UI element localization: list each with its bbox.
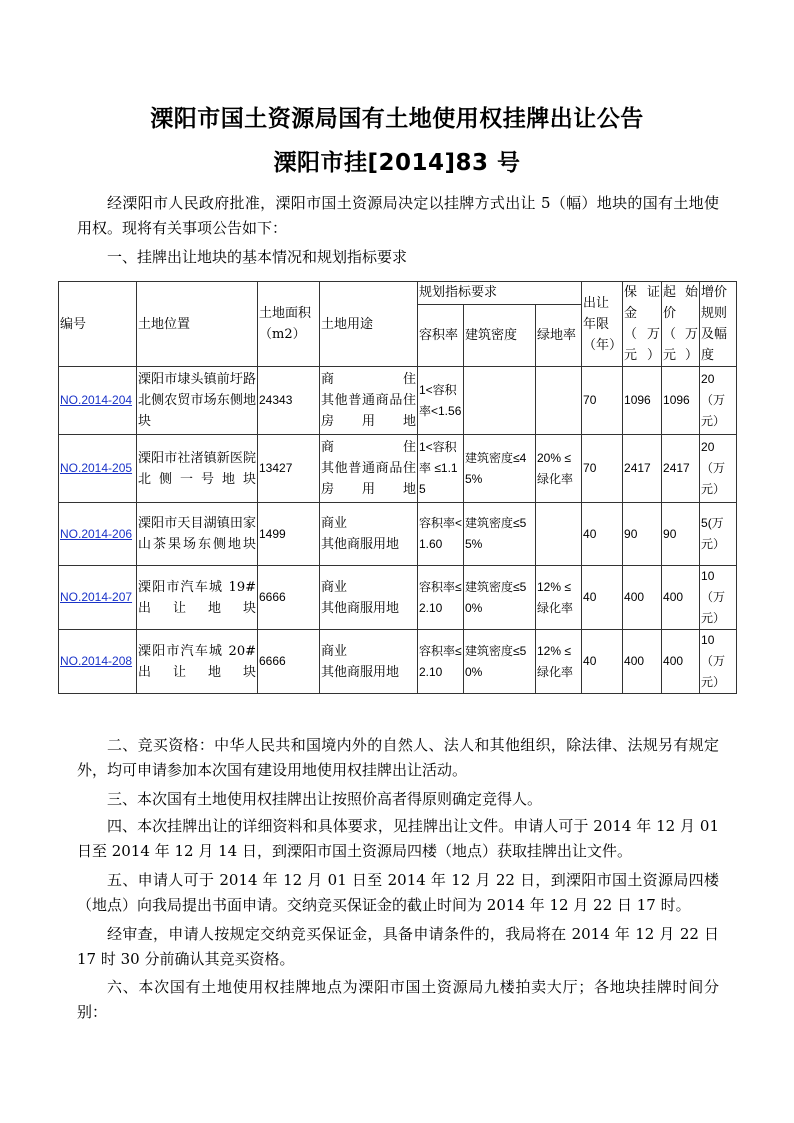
parcel-area: 1499 <box>258 503 320 566</box>
parcel-term: 70 <box>582 367 623 435</box>
parcel-increment: 10（万元） <box>700 566 737 630</box>
parcel-term: 70 <box>582 435 623 503</box>
parcel-green <box>536 367 582 435</box>
header-location: 土地位置 <box>137 282 258 367</box>
parcel-start-price: 90 <box>662 503 700 566</box>
parcel-use: 商业 其他商服用地 <box>320 630 418 694</box>
header-deposit: 保证金（万元） <box>623 282 662 367</box>
parcel-green: 12% ≤绿化率 <box>536 630 582 694</box>
parcel-code-link[interactable]: NO.2014-204 <box>60 393 133 407</box>
header-plan: 规划指标要求 <box>418 282 582 305</box>
parcel-location: 溧阳市社渚镇新医院北侧一号地块 <box>137 435 258 503</box>
parcel-location: 溧阳市埭头镇前圩路北侧农贸市场东侧地块 <box>137 367 258 435</box>
parcel-area: 24343 <box>258 367 320 435</box>
parcel-code-link[interactable]: NO.2014-206 <box>60 526 133 541</box>
parcel-density: 建筑密度≤50% <box>464 630 536 694</box>
parcel-area: 13427 <box>258 435 320 503</box>
parcel-deposit: 2417 <box>623 435 662 503</box>
table-row <box>59 503 737 566</box>
header-code: 编号 <box>59 282 137 367</box>
parcel-area: 6666 <box>258 566 320 630</box>
land-parcel-table <box>58 281 737 694</box>
parcel-code-link[interactable]: NO.2014-207 <box>60 590 133 604</box>
parcel-far: 1<容积率<1.56 <box>418 367 464 435</box>
parcel-increment: 20（万元） <box>700 435 737 503</box>
parcel-density: 建筑密度≤50% <box>464 566 536 630</box>
parcel-location: 溧阳市汽车城 20#出让地块 <box>137 630 258 694</box>
parcel-deposit: 90 <box>623 503 662 566</box>
intro-paragraph: 经溧阳市人民政府批准，溧阳市国土资源局决定以挂牌方式出让 5（幅）地块的国有土地使用权。现将有关事项公告如下： <box>77 194 719 237</box>
parcel-area: 6666 <box>258 630 320 694</box>
parcel-deposit: 1096 <box>623 367 662 435</box>
parcel-green: 20% ≤绿化率 <box>536 435 582 503</box>
parcel-use: 商住 其他普通商品住房用地 <box>320 367 418 435</box>
section-heading-1: 一、挂牌出让地块的基本情况和规划指标要求 <box>107 248 408 266</box>
parcel-increment: 5(万元） <box>700 503 737 566</box>
parcel-term: 40 <box>582 503 623 566</box>
header-start-price: 起始价（万元） <box>662 282 700 367</box>
paragraph-documents: 四、本次挂牌出让的详细资料和具体要求，见挂牌出让文件。申请人可于 2014 年 12 月 01 日至 2014 年 12 月 14 日，到溧阳市国土资源局四楼（地点）获取挂牌出让文件。 <box>77 817 719 860</box>
document-number: 溧阳市挂[2014]83 号 <box>273 150 521 176</box>
parcel-far: 容积率≤2.10 <box>418 566 464 630</box>
parcel-use: 商业 其他商服用地 <box>320 503 418 566</box>
parcel-far: 容积率≤2.10 <box>418 630 464 694</box>
paragraph-location-time: 六、本次国有土地使用权挂牌地点为溧阳市国土资源局九楼拍卖大厅；各地块挂牌时间分别： <box>77 978 719 1021</box>
parcel-start-price: 2417 <box>662 435 700 503</box>
parcel-term: 40 <box>582 566 623 630</box>
paragraph-principle: 三、本次国有土地使用权挂牌出让按照价高者得原则确定竞得人。 <box>107 790 543 808</box>
parcel-code-link[interactable]: NO.2014-205 <box>60 461 133 475</box>
parcel-green: 12% ≤绿化率 <box>536 566 582 630</box>
parcel-increment: 20（万元） <box>700 367 737 435</box>
parcel-term: 40 <box>582 630 623 694</box>
header-increment: 增价规则及幅度 <box>700 282 737 367</box>
parcel-use: 商业 其他商服用地 <box>320 566 418 630</box>
header-area: 土地面积（m2） <box>258 282 320 367</box>
header-use: 土地用途 <box>320 282 418 367</box>
parcel-code-link[interactable]: NO.2014-208 <box>60 654 133 668</box>
parcel-density: 建筑密度≤45% <box>464 435 536 503</box>
header-green: 绿地率 <box>536 304 582 366</box>
header-density: 建筑密度 <box>464 304 536 366</box>
parcel-start-price: 1096 <box>662 367 700 435</box>
parcel-increment: 10（万元） <box>700 630 737 694</box>
table-row <box>59 630 737 694</box>
parcel-density: 建筑密度≤55% <box>464 503 536 566</box>
parcel-start-price: 400 <box>662 630 700 694</box>
parcel-start-price: 400 <box>662 566 700 630</box>
table-row <box>59 367 737 435</box>
paragraph-qualification: 二、竞买资格：中华人民共和国境内外的自然人、法人和其他组织，除法律、法规另有规定外，均可申请参加本次国有建设用地使用权挂牌出让活动。 <box>77 736 719 779</box>
parcel-deposit: 400 <box>623 566 662 630</box>
paragraph-application: 五、申请人可于 2014 年 12 月 01 日至 2014 年 12 月 22 日，到溧阳市国土资源局四楼（地点）向我局提出书面申请。交纳竞买保证金的截止时间为 2014 年 12 月 22 日 17 时。 <box>77 871 719 914</box>
parcel-far: 容积率<1.60 <box>418 503 464 566</box>
table-row <box>59 435 737 503</box>
table-row <box>59 566 737 630</box>
document-title: 溧阳市国土资源局国有土地使用权挂牌出让公告 <box>150 106 644 132</box>
paragraph-review: 经审查，申请人按规定交纳竞买保证金，具备申请条件的，我局将在 2014 年 12 月 22 日 17 时 30 分前确认其竞买资格。 <box>77 925 719 968</box>
parcel-far: 1<容积率 ≤1.15 <box>418 435 464 503</box>
parcel-density <box>464 367 536 435</box>
parcel-location: 溧阳市汽车城 19#出让地块 <box>137 566 258 630</box>
parcel-deposit: 400 <box>623 630 662 694</box>
header-far: 容积率 <box>418 304 464 366</box>
parcel-green <box>536 503 582 566</box>
parcel-location: 溧阳市天目湖镇田家山茶果场东侧地块 <box>137 503 258 566</box>
parcel-use: 商住 其他普通商品住房用地 <box>320 435 418 503</box>
header-term: 出让年限（年） <box>582 282 623 367</box>
